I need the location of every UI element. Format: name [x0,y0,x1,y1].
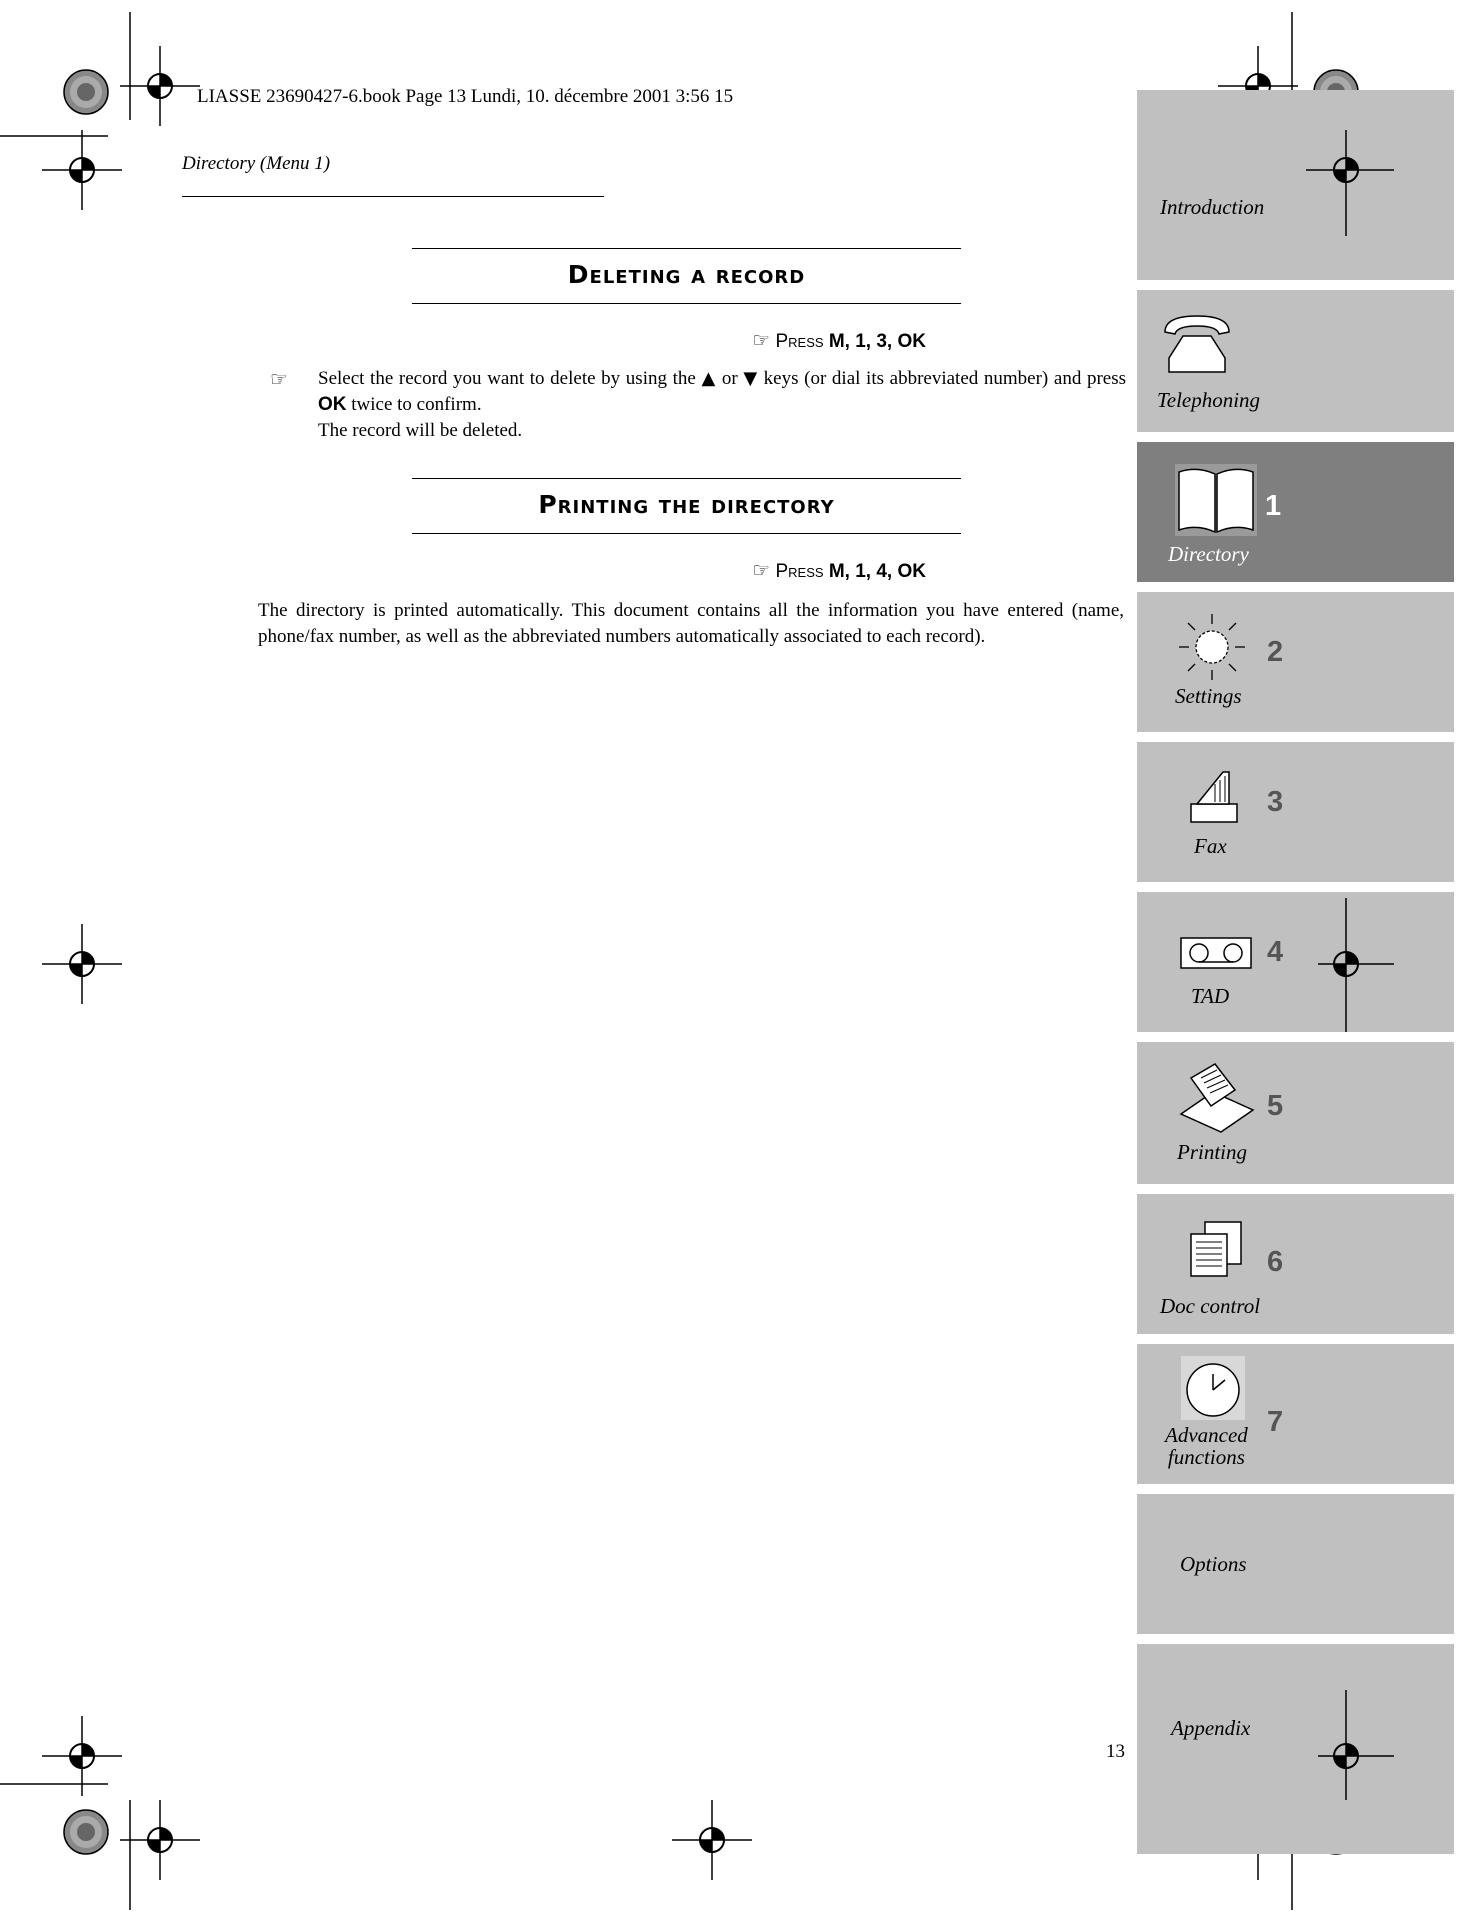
section-title: Deleting a record [567,260,806,289]
tab-label: Advanced functions [1165,1423,1248,1469]
press-word: Press [775,561,824,582]
instruction-block [270,366,1126,444]
tab-label: Printing [1177,1140,1248,1164]
tape-icon [1179,936,1253,972]
tab-label: Appendix [1171,1716,1251,1740]
tab-label: Settings [1175,684,1242,708]
clock-icon [1181,1356,1245,1420]
press-word: Press [775,331,824,352]
down-arrow-key-icon: ▼ [743,368,759,389]
body-paragraph: The directory is printed automatically. This document contains all the information you have entered (name, phone/fax number, as well as the abbreviated numbers automatically associated to each record). [258,600,1124,647]
tab-number: 5 [1267,1090,1284,1122]
tab-fax[interactable] [1137,742,1454,882]
tab-directory[interactable] [1137,442,1454,582]
tab-label: Directory [1168,542,1249,566]
instruction-text: Select the record you want to delete by using the ▲ or ▼ keys (or dial its abbreviated number) and press OK twice to confirm. The record will be deleted. [318,368,1127,441]
tab-appendix[interactable] [1137,1644,1454,1854]
ok-key: OK [318,394,347,415]
tab-number: 2 [1267,636,1284,668]
documents-icon [1187,1220,1247,1280]
tab-settings[interactable] [1137,592,1454,732]
tab-label: Fax [1194,834,1227,858]
tab-advanced-functions[interactable] [1137,1344,1454,1484]
telephone-icon [1161,310,1233,380]
fax-icon [1187,764,1243,826]
tab-number: 7 [1267,1406,1284,1438]
result-text: The record will be deleted. [318,420,523,441]
press-instruction [752,558,926,583]
section-heading-deleting [412,248,961,304]
tab-printing[interactable] [1137,1042,1454,1184]
pointing-hand-icon: ☞ [270,367,288,391]
printer-icon [1177,1062,1257,1134]
press-instruction [752,328,926,353]
press-keys: M, 1, 4, OK [828,561,926,582]
page-number: 13 [1106,1741,1125,1762]
sun-icon [1177,612,1247,682]
tab-label: Introduction [1160,195,1265,219]
running-head: Directory (Menu 1) [182,153,331,174]
press-keys: M, 1, 3, OK [828,331,926,352]
tab-label: TAD [1191,984,1230,1008]
section-heading-printing [412,478,961,534]
tab-number: 1 [1265,490,1282,522]
book-icon [1175,464,1257,536]
tab-label: Options [1180,1552,1247,1576]
tab-tad[interactable] [1137,892,1454,1032]
tab-options[interactable] [1137,1494,1454,1634]
tab-introduction[interactable] [1137,90,1454,280]
tab-label: Doc control [1160,1294,1261,1318]
tab-number: 6 [1267,1246,1284,1278]
pointing-hand-icon: ☞ [752,558,771,582]
running-head-rule [182,196,604,197]
up-arrow-key-icon: ▲ [701,368,717,389]
tab-number: 3 [1267,786,1284,818]
tab-number: 4 [1267,936,1284,968]
section-title: Printing the directory [538,490,835,519]
tab-doc-control[interactable] [1137,1194,1454,1334]
pointing-hand-icon: ☞ [752,328,771,352]
book-info-line: LIASSE 23690427-6.book Page 13 Lundi, 10. décembre 2001 3:56 15 [197,86,734,107]
tab-telephoning[interactable] [1137,290,1454,432]
tab-label: Telephoning [1157,388,1261,412]
